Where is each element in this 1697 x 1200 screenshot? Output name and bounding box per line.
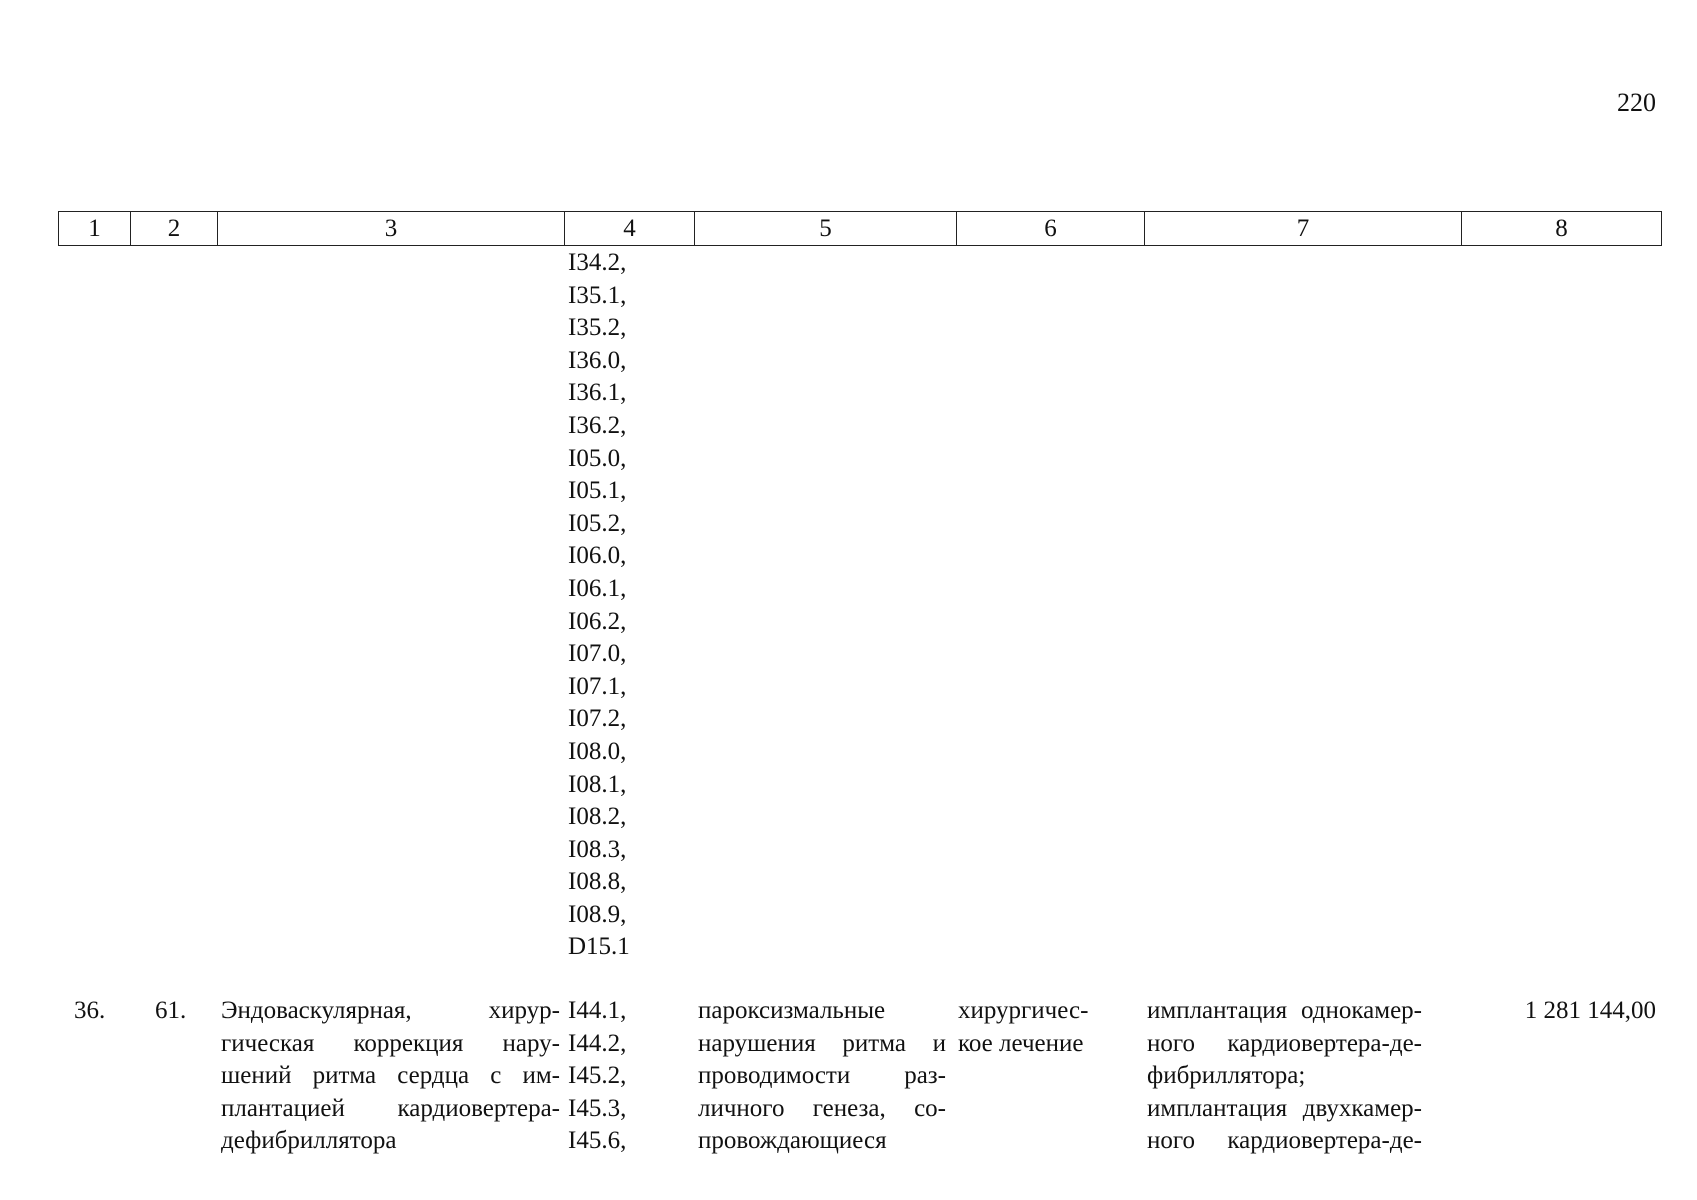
treatment-line: кое лечение bbox=[958, 1029, 1084, 1057]
code-item: I08.3, bbox=[568, 835, 627, 863]
condition-line: проводимости раз- bbox=[698, 1062, 946, 1090]
treatment-method bbox=[1147, 995, 1422, 1158]
condition-line: провождающиеся bbox=[698, 1127, 887, 1155]
code-item: I05.1, bbox=[568, 477, 627, 505]
group-number: 61. bbox=[155, 997, 187, 1024]
code-item: I45.3, bbox=[568, 1094, 627, 1122]
code-item: I36.0, bbox=[568, 346, 627, 374]
procedure-name-line: дефибриллятора bbox=[221, 1127, 397, 1155]
code-item: I06.2, bbox=[568, 607, 627, 635]
row-number: 36. bbox=[74, 997, 106, 1024]
column-header-5: 5 bbox=[695, 212, 957, 246]
procedure-name-line: шений ритма сердца с им- bbox=[221, 1062, 560, 1090]
code-item: I44.1, bbox=[568, 997, 627, 1024]
code-item: I06.0, bbox=[568, 542, 627, 570]
procedure-name-line: плантацией кардиовертера- bbox=[221, 1094, 560, 1122]
column-header-2: 2 bbox=[131, 212, 218, 246]
code-item: I44.2, bbox=[568, 1029, 627, 1057]
code-item: I08.0, bbox=[568, 737, 627, 765]
diagnosis-codes bbox=[568, 995, 693, 1158]
column-header-4: 4 bbox=[565, 212, 695, 246]
condition-line: нарушения ритма и bbox=[698, 1029, 946, 1057]
method-line: имплантация однокамер- bbox=[1147, 997, 1422, 1024]
treatment-type bbox=[958, 995, 1108, 1060]
code-item: I36.2, bbox=[568, 411, 627, 439]
column-header-3: 3 bbox=[218, 212, 565, 246]
code-item: I08.9, bbox=[568, 900, 627, 928]
column-header-7: 7 bbox=[1145, 212, 1462, 246]
code-item: I06.1, bbox=[568, 574, 627, 602]
condition-line: пароксизмальные bbox=[698, 997, 886, 1024]
continued-codes-list bbox=[568, 247, 693, 964]
page-number: 220 bbox=[1617, 88, 1656, 117]
column-header-1: 1 bbox=[59, 212, 131, 246]
code-item: I05.0, bbox=[568, 444, 627, 472]
code-item: I08.2, bbox=[568, 803, 627, 831]
method-line: имплантация двухкамер- bbox=[1147, 1094, 1422, 1122]
method-line: ного кардиовертера-де- bbox=[1147, 1029, 1422, 1057]
code-item: D15.1 bbox=[568, 933, 630, 961]
code-item: I08.8, bbox=[568, 868, 627, 896]
code-item: I05.2, bbox=[568, 509, 627, 537]
code-item: I34.2, bbox=[568, 249, 627, 276]
code-item: I08.1, bbox=[568, 770, 627, 798]
code-item: I07.1, bbox=[568, 672, 627, 700]
procedure-name-line: Эндоваскулярная, хирур- bbox=[221, 997, 560, 1024]
condition-line: личного генеза, со- bbox=[698, 1094, 946, 1122]
cost-value: 1 281 144,00 bbox=[1524, 997, 1656, 1024]
treatment-line: хирургичес- bbox=[958, 997, 1089, 1024]
method-line: ного кардиовертера-де- bbox=[1147, 1127, 1422, 1155]
procedure-name bbox=[221, 995, 560, 1158]
code-item: I07.0, bbox=[568, 640, 627, 668]
column-header-8: 8 bbox=[1462, 212, 1662, 246]
column-header-table bbox=[58, 211, 1662, 246]
procedure-name-line: гическая коррекция нару- bbox=[221, 1029, 560, 1057]
condition-description bbox=[698, 995, 946, 1158]
code-item: I07.2, bbox=[568, 705, 627, 733]
method-line: фибриллятора; bbox=[1147, 1062, 1306, 1090]
code-item: I35.1, bbox=[568, 281, 627, 309]
code-item: I36.1, bbox=[568, 379, 627, 407]
code-item: I35.2, bbox=[568, 314, 627, 342]
code-item: I45.6, bbox=[568, 1127, 627, 1155]
code-item: I45.2, bbox=[568, 1062, 627, 1090]
column-header-6: 6 bbox=[957, 212, 1145, 246]
